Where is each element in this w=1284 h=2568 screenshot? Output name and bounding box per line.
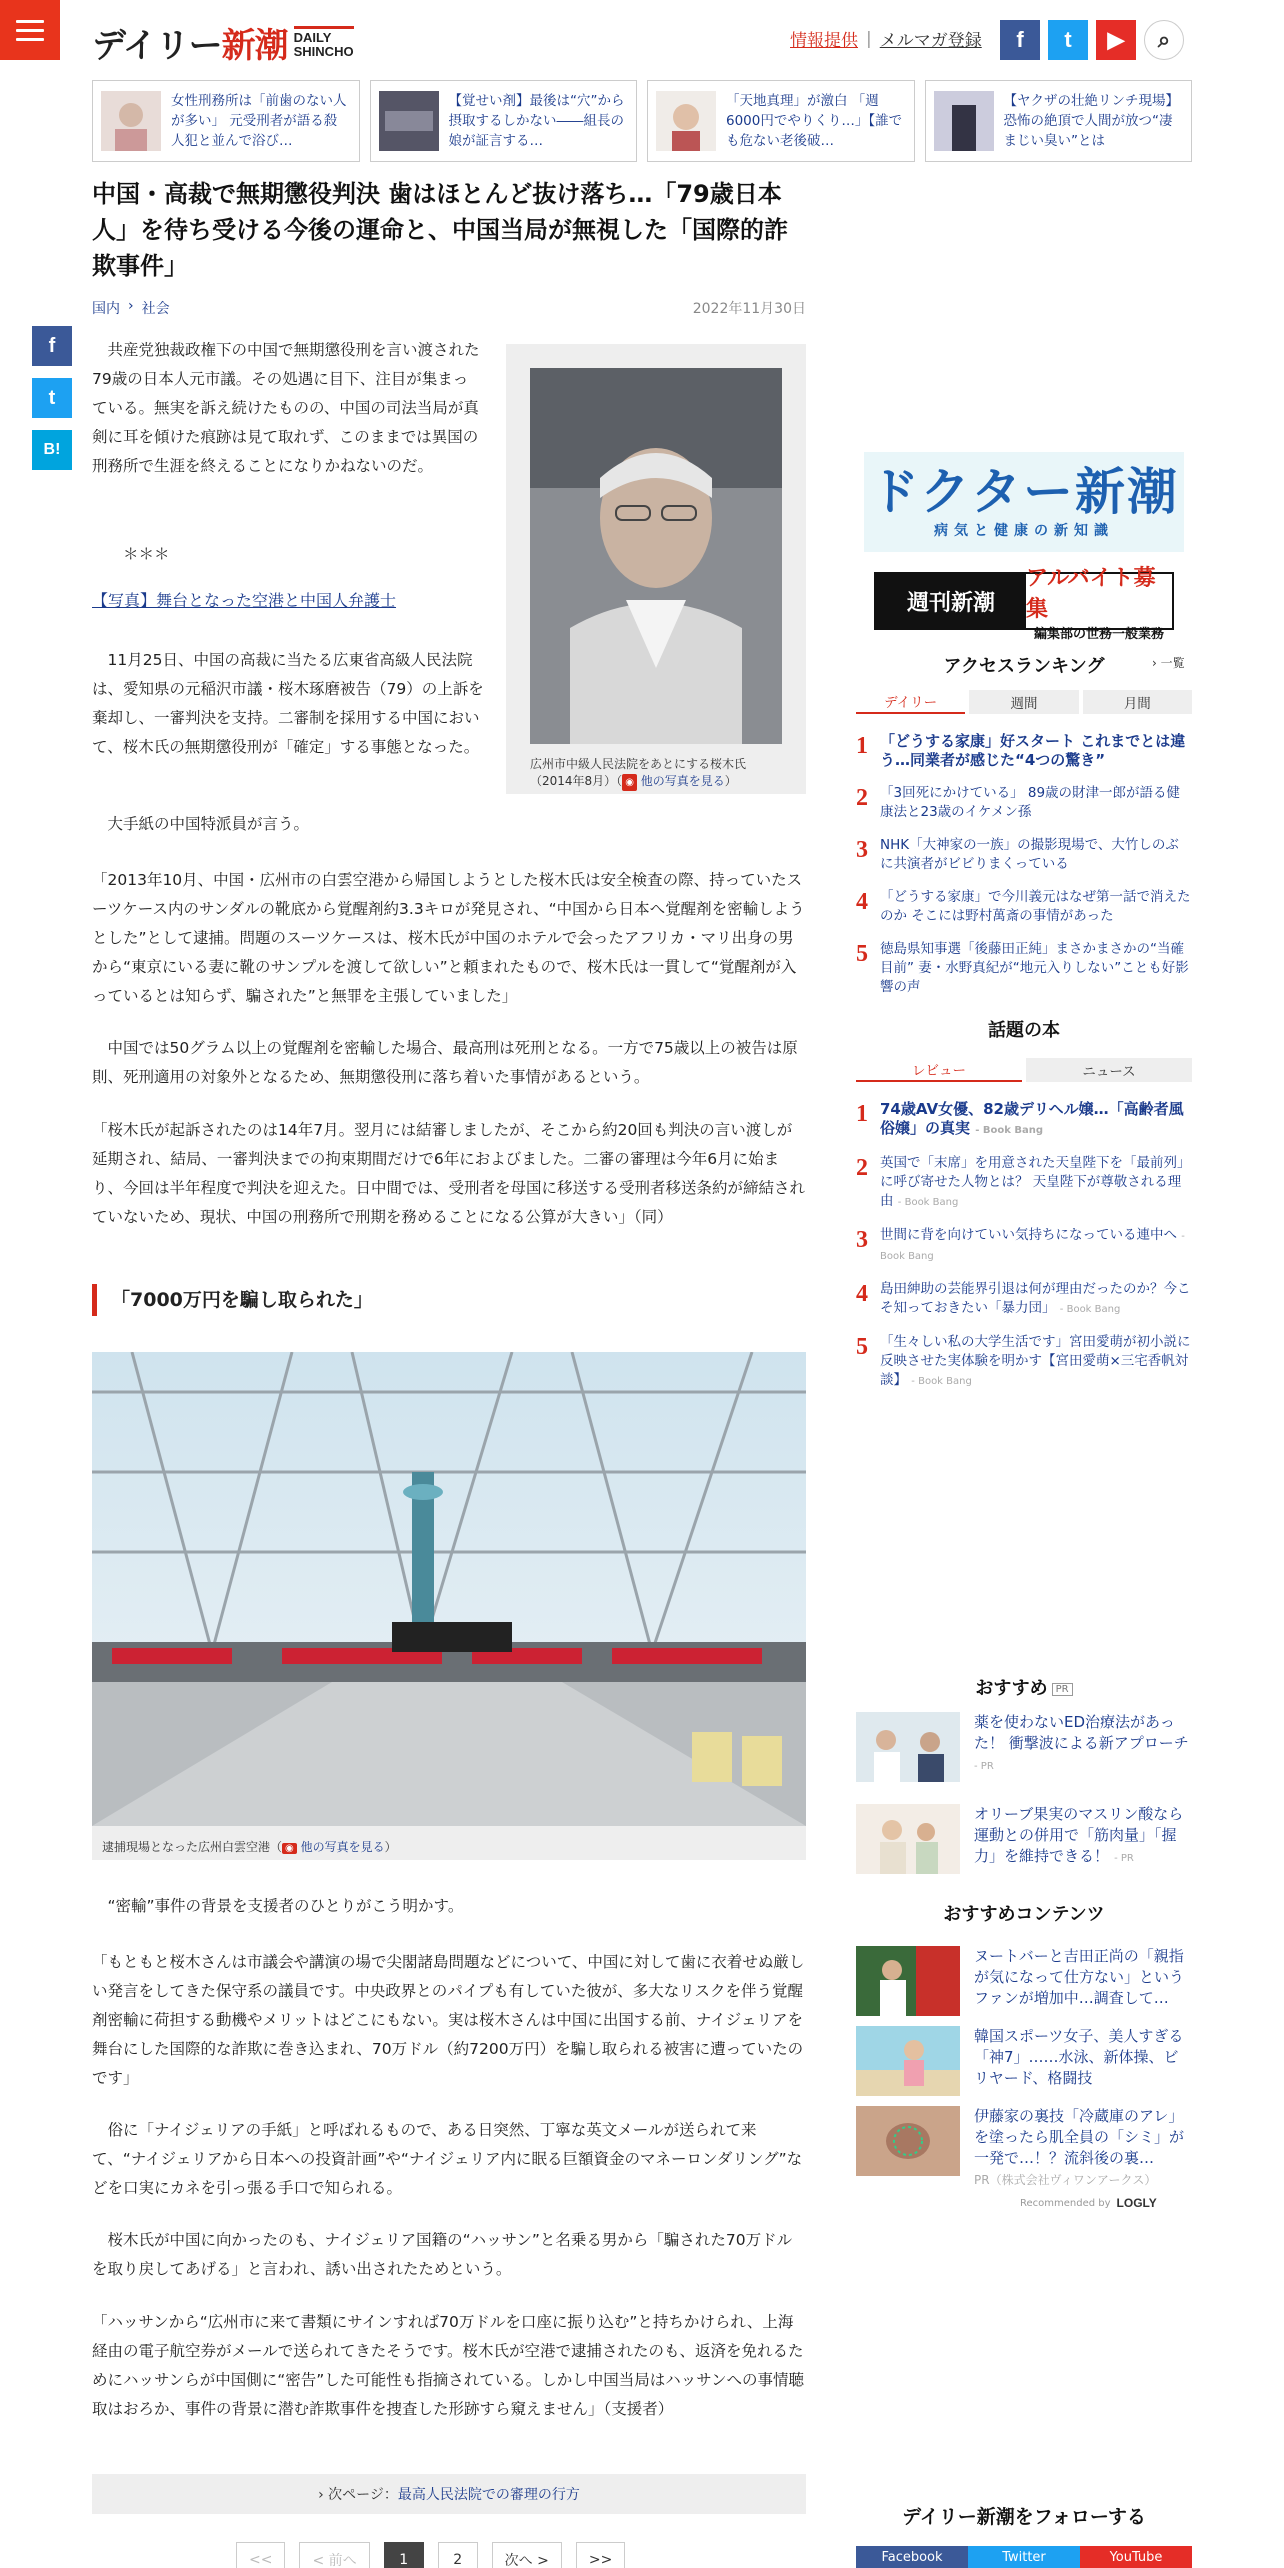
- list-item[interactable]: [856, 1226, 1192, 1266]
- last-page-button[interactable]: >>: [576, 2542, 625, 2568]
- article-meta: [92, 298, 806, 318]
- info-link[interactable]: 情報提供: [790, 31, 858, 51]
- rank-number: 5: [856, 1334, 868, 1360]
- teaser-item[interactable]: [370, 80, 638, 162]
- article-paragraph: 「2013年10月、中国・広州市の白雲空港から帰国しようとした桜木氏は安全検査の際、持っていたスーツケース内のサンダルの靴底から覚醒剤約3.3キロが発見され、“中国から日本へ覚醒剤を密輸しようとした”として逮捕。問題のスーツケースは、桜木氏が中国のホテルで会ったアフリカ・マリ出身の男から“東京にいる妻に靴のサンプルを渡して欲しい”と頼まれたもので、桜木氏は一貫して“覚醒剤が入っているとは知らず、騙された”と無罪を主張していました」: [92, 871, 805, 1005]
- banner-subtitle: 病気と健康の新知識: [934, 523, 1114, 539]
- pr-label: PR（株式会社ヴィワンアークス）: [974, 2173, 1157, 2187]
- teaser-thumbnail: [656, 91, 716, 151]
- rec-title: 伊藤家の裏技「冷蔵庫のアレ」を塗ったら肌全員の「シミ」が一発で…！？流斜後の裏…: [974, 2107, 1185, 2167]
- list-item[interactable]: [856, 1100, 1192, 1140]
- article-paragraph: “密輸”事件の背景を支援者のひとりがこう明かす。: [107, 1897, 464, 1915]
- article-paragraph: 「もともと桜木さんは市議会や講演の場で尖閣諸島問題などについて、中国に対して歯に衣着せぬ厳しい発言をしてきた保守系の議員です。中央政界とのパイプも有していた彼が、多大なリスクを伴う覚醒剤密輸に荷担する動機やメリットはどこにもない。実は桜木さんは中国に出国する前、ナイジェリアを舞台にした国際的な詐欺に巻き込まれ、70万ドル（約7200万円）を騙し取られる被害に遭っていたのです」: [92, 1953, 805, 2087]
- search-icon[interactable]: ⌕: [1144, 20, 1184, 60]
- pr-badge: PR: [1052, 1683, 1073, 1696]
- header-links: [790, 26, 982, 51]
- rec-title: 韓国スポーツ女子、美人すぎる「神7」……水泳、新体操、ビリヤード、格闘技: [974, 2027, 1184, 2087]
- site-logo[interactable]: [92, 22, 354, 66]
- first-page-button[interactable]: <<: [236, 2542, 285, 2568]
- next-page-link[interactable]: [92, 2474, 806, 2514]
- list-item[interactable]: [856, 732, 1192, 770]
- teaser-text: 【ヤクザの壮絶リンチ現場】恐怖の絶頂で人間が放つ“凄まじい臭い”とは: [1003, 93, 1179, 149]
- book-title: 世間に背を向けていい気持ちになっている連中へ - Book Bang: [880, 1227, 1185, 1262]
- more-photos-link[interactable]: 他の写真を見る: [640, 774, 725, 788]
- book-title: 島田紳助の芸能界引退は何が理由だったのか？今こそ知っておきたい「暴力団」 - Book Bang: [880, 1281, 1191, 1316]
- article-paragraph: 中国では50グラム以上の覚醒剤を密輸した場合、最高刑は死刑となる。一方で75歳以上の被告は原則、死刑適用の対象外となるため、無期懲役刑に落ち着いた事情があるという。: [92, 1039, 798, 1086]
- recruit-banner[interactable]: [874, 565, 1174, 642]
- social-links: [1000, 20, 1184, 60]
- youtube-icon[interactable]: ▶: [1096, 20, 1136, 60]
- teaser-text: 「天地真理」が激白 「週6000円でやりくり…」【誰でも危ない老後破…: [726, 93, 903, 149]
- share-twitter-icon[interactable]: t: [32, 378, 72, 418]
- tab-weekly[interactable]: 週間: [969, 690, 1078, 714]
- logo-text: デイリー新潮: [92, 25, 288, 66]
- camera-icon: ◉: [282, 1843, 297, 1854]
- follow-twitter-button[interactable]: Twitter: [968, 2546, 1080, 2568]
- article-paragraph: 大手紙の中国特派員が言う。: [107, 815, 310, 833]
- rank-title: 「3回死にかけている」 89歳の財津一郎が語る健康法と23歳のイケメン孫: [880, 785, 1181, 820]
- rec-title: オリーブ果実のマスリン酸なら運動との併用で「筋肉量」「握力」を維持できる！: [974, 1805, 1184, 1865]
- list-item[interactable]: [856, 1804, 1192, 1874]
- teaser-text: 【覚せい剤】最後は“穴”から摂取するしかない――組長の娘が証言する…: [448, 93, 625, 149]
- photo-gallery-link[interactable]: 【写真】舞台となった空港と中国人弁護士: [92, 591, 397, 610]
- tab-daily[interactable]: デイリー: [856, 690, 965, 714]
- book-title: 「生々しい私の大学生活です」宮田愛萌が初小説に反映させた実体験を明かす【宮田愛萌×三宅香帆対談】 - Book Bang: [880, 1334, 1191, 1388]
- chevron-right-icon: ›: [128, 298, 134, 314]
- article-paragraph: 俗に「ナイジェリアの手紙」と呼ばれるもので、ある日突然、丁寧な英文メールが送られて来て、“ナイジェリアから日本への投資計画”や“ナイジェリア内に眠る巨額資金のマネーロンダリング”などを口実にカネを引っ張る手口で知られる。: [92, 2121, 803, 2197]
- book-title: 74歳AV女優、82歳デリヘル嬢…「高齢者風俗嬢」の真実 - Book Bang: [880, 1100, 1184, 1137]
- separator: |: [866, 28, 872, 49]
- list-item[interactable]: [856, 2026, 1192, 2096]
- rank-number: 5: [856, 941, 868, 967]
- ranking-title: アクセスランキング: [943, 656, 1105, 677]
- list-item[interactable]: [856, 1333, 1192, 1391]
- list-item[interactable]: [856, 1154, 1192, 1212]
- thumbnail: [856, 1946, 960, 2016]
- article-title: 中国・高裁で無期懲役判決 歯はほとんど抜け落ち…「79歳日本人」を待ち受ける今後の運命と、中国当局が無視した「国際的詐欺事件」: [92, 180, 788, 280]
- article-paragraph: 桜木氏が中国に向かったのも、ナイジェリア国籍の“ハッサン”と名乗る男から「騙された70万ドルを取り戻してあげる」と言われ、誘い出されたためという。: [92, 2231, 793, 2278]
- newsletter-link[interactable]: メルマガ登録: [879, 31, 982, 51]
- ranking-tabs: [856, 690, 1192, 714]
- rank-number: 2: [856, 1155, 868, 1181]
- more-photos-link[interactable]: 他の写真を見る: [300, 1840, 385, 1854]
- list-item[interactable]: [856, 888, 1192, 926]
- teaser-item[interactable]: [925, 80, 1193, 162]
- section-heading: 「7000万円を騙し取られた」: [92, 1284, 806, 1316]
- pagination: [236, 2542, 625, 2568]
- teaser-thumbnail: [934, 91, 994, 151]
- banner-body: アルバイト募集 編集部の世務一般業務: [1026, 565, 1164, 642]
- teaser-thumbnail: [101, 91, 161, 151]
- thumbnail: [856, 1712, 960, 1782]
- next-page-title: 最高人民法院での審理の行方: [397, 2487, 580, 2503]
- page-2-button[interactable]: 2: [438, 2542, 478, 2568]
- list-item[interactable]: [856, 1712, 1192, 1782]
- list-item[interactable]: [856, 784, 1192, 822]
- follow-title: デイリー新潮をフォローする: [902, 2506, 1146, 2528]
- rank-title: NHK「大神家の一族」の撮影現場で、大竹しのぶに共演者がビビりまくっている: [880, 837, 1179, 872]
- article-paragraph: 共産党独裁政権下の中国で無期懲役刑を言い渡された79歳の日本人元市議。その処遇に目下、注目が集まっている。無実を訴え続けたものの、中国の司法当局が真剣に耳を傾けた痕跡は見て取れず、このままでは異国の刑務所で生涯を終えることになりかねないのだ。: [92, 341, 480, 475]
- doctor-shincho-banner[interactable]: [864, 452, 1184, 552]
- osusume-title: おすすめ PR: [856, 1674, 1192, 1700]
- share-hatena-icon[interactable]: B!: [32, 430, 72, 470]
- content-title: おすすめコンテンツ: [943, 1904, 1105, 1925]
- teaser-strip: [92, 80, 1192, 162]
- rank-number: 3: [856, 1227, 868, 1253]
- menu-bar-icon: [16, 38, 44, 41]
- rec-title: 薬を使わないED治療法があった！ 衝撃波による新アプローチ: [974, 1713, 1189, 1752]
- follow-youtube-button[interactable]: YouTube: [1080, 2546, 1192, 2568]
- figure: [506, 344, 806, 794]
- article-photo[interactable]: [92, 1352, 806, 1826]
- books-list: [856, 1100, 1192, 1405]
- rank-title: 徳島県知事選「後藤田正純」まさかまさかの“当確目前” 妻・水野真紀が“地元入りしない”ことも好影響の声: [880, 941, 1189, 995]
- list-item[interactable]: [856, 1280, 1192, 1319]
- twitter-icon[interactable]: t: [1048, 20, 1088, 60]
- books-title: 話題の本: [988, 1020, 1060, 1041]
- article-paragraph: 11月25日、中国の高裁に当たる広東省高級人民法院は、愛知県の元稲沢市議・桜木琢磨被告（79）の上訴を棄却し、一審判決を支持。二審制を採用する中国において、桜木氏の無期懲役刑が「確定」する事態となった。: [92, 651, 484, 756]
- rank-title: 「どうする家康」好スタート これまでとは違う…同業者が感じた“4つの驚き”: [880, 732, 1186, 769]
- logly-logo: LOGLY: [1116, 2196, 1157, 2210]
- rank-number: 2: [856, 785, 868, 811]
- tab-review[interactable]: レビュー: [856, 1058, 1022, 1082]
- tab-monthly[interactable]: 月間: [1083, 690, 1192, 714]
- list-item[interactable]: [856, 836, 1192, 874]
- banner-title: ドクター新潮: [869, 463, 1179, 521]
- book-title: 英国で「末席」を用意された天皇陛下を「最前列」に呼び寄せた人物とは？ 天皇陛下が尊敬される理由 - Book Bang: [880, 1155, 1191, 1209]
- article-paragraph: 「桜木氏が起訴されたのは14年7月。翌月には結審しましたが、そこから約20回も判決の言い渡しが延期され、結局、一審判決までの拘束期間だけで6年におよびました。二審の審理は今年6月に始まり、今回は半年程度で判決を迎えた。日中間では、受刑者を母国に移送する受刑者移送条約が締結されていないため、現状、中国の刑務所で刑期を務めることになる公算が大きい」（同）: [92, 1121, 806, 1226]
- teaser-thumbnail: [379, 91, 439, 151]
- ranking-list: [856, 732, 1192, 1011]
- rank-number: 3: [856, 837, 868, 863]
- article-header: [92, 176, 806, 318]
- thumbnail: [856, 2106, 960, 2176]
- rank-title: 「どうする家康」で今川義元はなぜ第一話で消えたのか そこには野村萬斎の事情があった: [880, 889, 1191, 924]
- ranking-more-link[interactable]: › 一覧: [1152, 656, 1185, 670]
- teaser-item[interactable]: [92, 80, 360, 162]
- figure: [92, 1352, 806, 1860]
- category-link[interactable]: 国内: [92, 301, 120, 317]
- menu-bar-icon: [16, 29, 44, 32]
- publish-date: 2022年11月30日: [692, 301, 806, 317]
- separator-stars: ＊＊＊: [123, 545, 170, 563]
- tab-news[interactable]: ニュース: [1026, 1058, 1192, 1082]
- camera-icon: ◉: [622, 774, 637, 791]
- logo-en: DAILY SHINCHO: [294, 26, 354, 59]
- follow-buttons: [856, 2546, 1192, 2568]
- category-link[interactable]: 社会: [141, 301, 170, 317]
- teaser-item[interactable]: [647, 80, 915, 162]
- follow-facebook-button[interactable]: Facebook: [856, 2546, 968, 2568]
- facebook-icon[interactable]: f: [1000, 20, 1040, 60]
- menu-bar-icon: [16, 20, 44, 23]
- pr-label: - PR: [1114, 1853, 1134, 1864]
- share-facebook-icon[interactable]: f: [32, 326, 72, 366]
- next-page-button[interactable]: 次へ >: [492, 2542, 562, 2568]
- pr-label: - PR: [974, 1761, 994, 1772]
- breadcrumb: [92, 298, 170, 318]
- figure-caption: 広州市中級人民法院をあとにする桜木氏（2014年8月）（ ◉ 他の写真を見る）: [530, 756, 782, 791]
- thumbnail: [856, 1804, 960, 1874]
- rank-number: 4: [856, 1281, 868, 1307]
- rank-number: 4: [856, 889, 868, 915]
- figure-caption: 逮捕現場となった広州白雲空港（ ◉ 他の写真を見る）: [102, 1840, 397, 1854]
- rank-number: 1: [856, 1101, 868, 1127]
- rec-title: ヌートバーと吉田正尚の「親指が気になって仕方ない」というファンが増加中…調査して…: [974, 1947, 1185, 2007]
- article-paragraph: 「ハッサンから“広州市に来て書類にサインすれば70万ドルを口座に振り込む”と持ちかけられ、上海経由の電子航空券がメールで送られてきたそうです。桜木氏が空港で逮捕されたのも、返済を免れるためにハッサンらが中国側に“密告”した可能性も指摘されている。しかし中国当局はハッサンへの事情聴取はおろか、事件の背景に潜む詐欺事件を捜査した形跡すら窺えません」（支援者）: [92, 2313, 805, 2418]
- list-item[interactable]: [856, 1946, 1192, 2016]
- thumbnail: [856, 2026, 960, 2096]
- menu-button[interactable]: [0, 0, 60, 60]
- list-item[interactable]: [856, 940, 1192, 997]
- page-1-button[interactable]: 1: [384, 2542, 424, 2568]
- rank-number: 1: [856, 733, 868, 759]
- list-item[interactable]: [856, 2106, 1192, 2188]
- teaser-text: 女性刑務所は「前歯のない人が多い」 元受刑者が語る殺人犯と並んで浴び…: [171, 93, 347, 149]
- prev-page-button[interactable]: < 前へ: [299, 2542, 369, 2568]
- logly-credit: Recommended by LOGLY: [1020, 2196, 1157, 2210]
- next-page-label: › 次ページ：: [318, 2487, 398, 2503]
- banner-title: 週刊新潮: [876, 574, 1026, 628]
- share-buttons: [32, 326, 72, 470]
- books-tabs: [856, 1058, 1192, 1082]
